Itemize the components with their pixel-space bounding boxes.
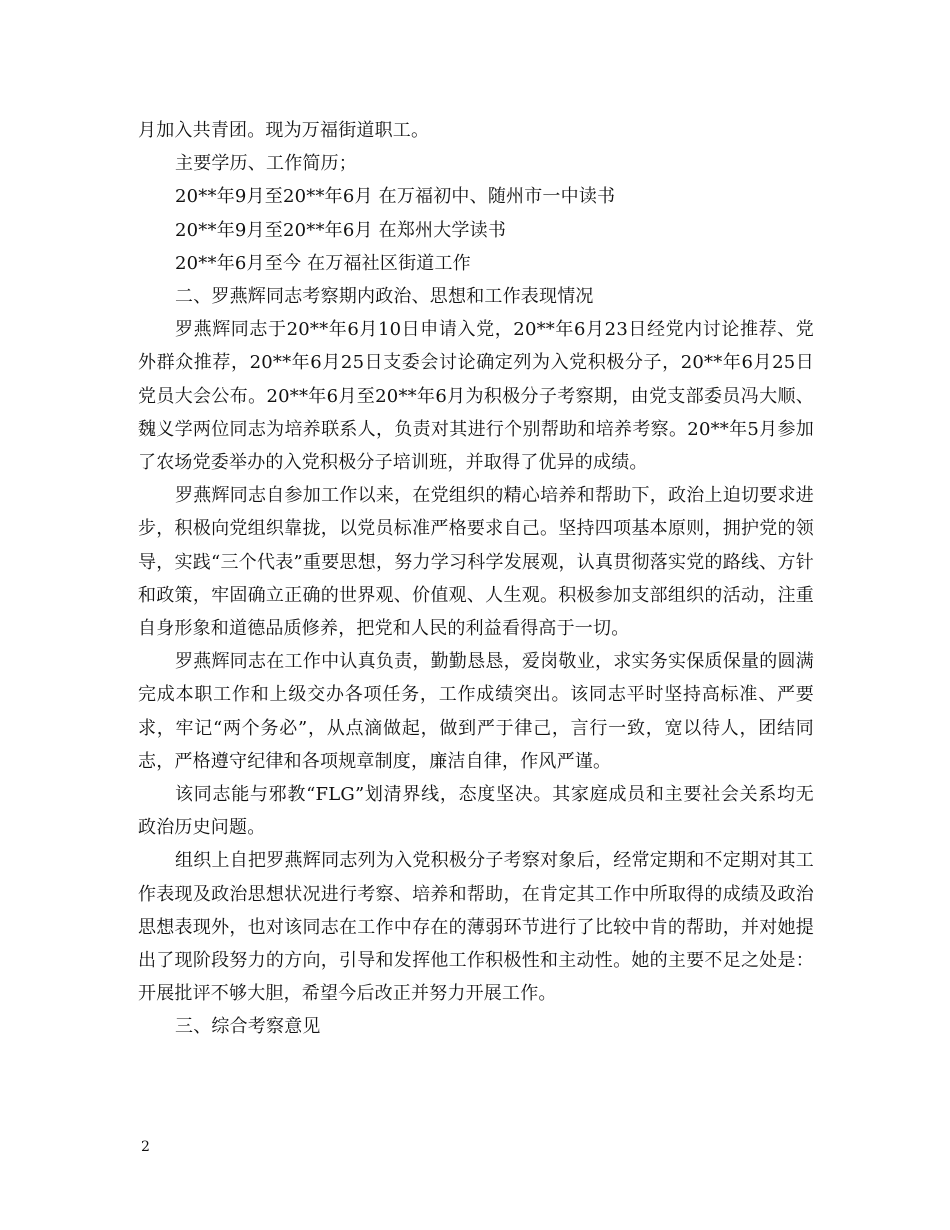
paragraph-education-heading: 主要学历、工作简历； xyxy=(175,153,357,175)
paragraph-education-entry: 20**年9月至20**年6月 在郑州大学读书 xyxy=(175,219,507,241)
paragraph-education-entry: 20**年9月至20**年6月 在万福初中、随州市一中读书 xyxy=(175,186,616,208)
paragraph-body: 组织上自把罗燕辉同志列为入党积极分子考察对象后，经常定期和不定期对其工作表现及政治思想状况进行考察、培养和帮助，在肯定其工作中所取得的成绩及政治思想表现外，也对该同志在工作中存在的薄弱环节进行了比较中肯的帮助，并对她提出了现阶段努力的方向，引导和发挥他工作积极性和主动性。她的主要不足之处是：开展批评不够大胆，希望今后改正并努力开展工作。 xyxy=(138,850,814,1005)
paragraph-education-entry: 20**年6月至今 在万福社区街道工作 xyxy=(175,252,471,274)
page-number: 2 xyxy=(141,1139,150,1155)
paragraph-body: 罗燕辉同志于20**年6月10日申请入党，20**年6月23日经党内讨论推荐、党外群众推荐，20**年6月25日支委会讨论确定列为入党积极分子，20**年6月25日党员大会公布。20**年6月至20**年6月为积极分子考察期，由党支部委员冯大顺、魏义学两位同志为培养联系人，负责对其进行个别帮助和培养考察。20**年5月参加了农场党委举办的入党积极分子培训班，并取得了优异的成绩。 xyxy=(138,319,814,474)
document-body xyxy=(138,114,814,1044)
section-heading: 二、罗燕辉同志考察期内政治、思想和工作表现情况 xyxy=(175,286,594,308)
paragraph-continuation: 月加入共青团。现为万福街道职工。 xyxy=(138,120,430,141)
paragraph-body: 罗燕辉同志自参加工作以来，在党组织的精心培养和帮助下，政治上迫切要求进步，积极向党组织靠拢，以党员标准严格要求自己。坚持四项基本原则，拥护党的领导，实践“三个代表”重要思想，努力学习科学发展观，认真贯彻落实党的路线、方针和政策，牢固确立正确的世界观、价值观、人生观。积极参加支部组织的活动，注重自身形象和道德品质修养，把党和人民的利益看得高于一切。 xyxy=(138,485,814,640)
section-heading: 三、综合考察意见 xyxy=(175,1016,321,1038)
paragraph-body: 该同志能与邪教“FLG”划清界线，态度坚决。其家庭成员和主要社会关系均无政治历史问题。 xyxy=(138,784,814,839)
paragraph-body: 罗燕辉同志在工作中认真负责，勤勤恳恳，爱岗敬业，求实务实保质保量的圆满完成本职工作和上级交办各项任务，工作成绩突出。该同志平时坚持高标准、严要求，牢记“两个务必”，从点滴做起，做到严于律己，言行一致，宽以待人，团结同志，严格遵守纪律和各项规章制度，廉洁自律，作风严谨。 xyxy=(138,651,814,772)
